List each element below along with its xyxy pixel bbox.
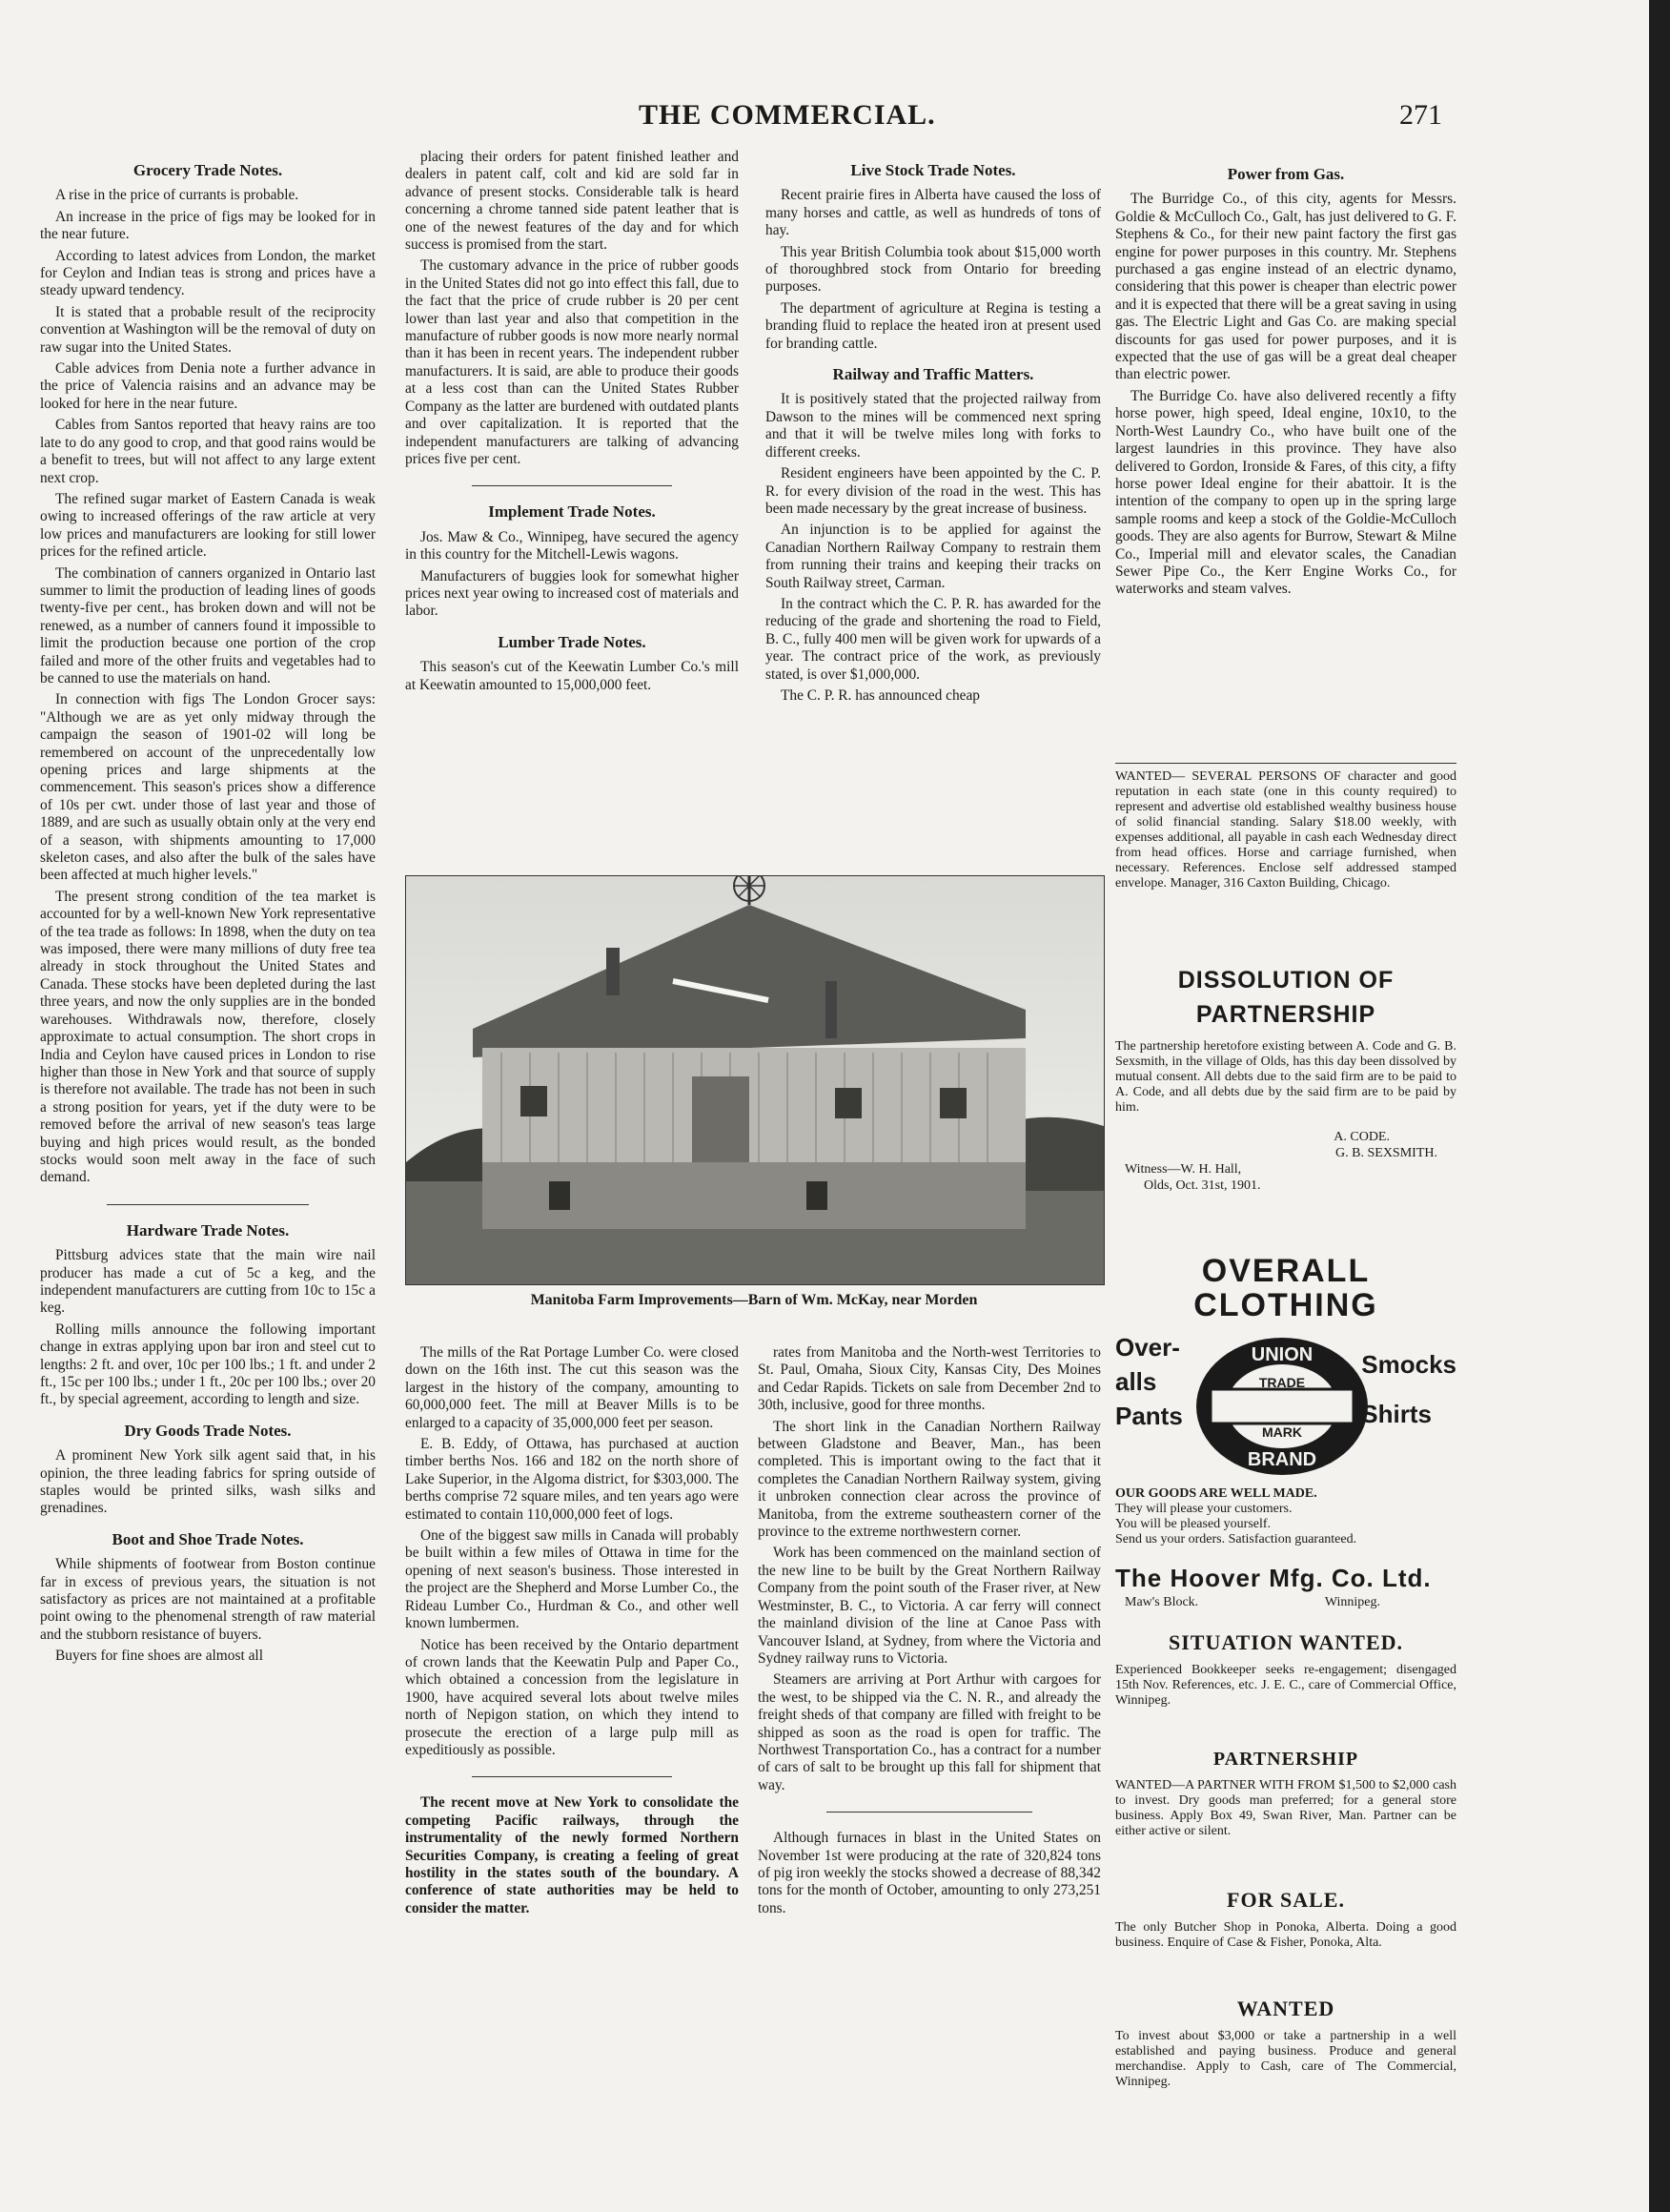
situation-wanted-ad [1115,1630,1456,1709]
lumber-heading: Lumber Trade Notes. [498,632,646,651]
grocery-heading: Grocery Trade Notes. [132,161,283,179]
logo-trade: TRADE [1258,1375,1306,1390]
column-2 [405,149,739,698]
divider [472,485,672,486]
paragraph: The refined sugar market of Eastern Canada is weak owing to increased offerings of the raw article at very low prices and manufacturers are looking for still lower prices for the refined article. [40,490,376,561]
paragraph: The Burridge Co., of this city, agents for Messrs. Goldie & McCulloch Co., Galt, has just delivered to G. F. Stephens & Co., for their new paint factory the first gas engine for power purposes in this country. Mr. Stephens purchased a gas engine instead of an electric dynamo, considering that this power is cheaper than electric power and it is expected that there will be a great saving in using gas. The Electric Light and Gas Co. are making special discounts for gas used for power purposes, and it is expected that the use of gas will be a great deal cheaper than electric power. [1115,191,1456,383]
paragraph: One of the biggest saw mills in Canada will probably be built within a few miles of Ottawa in time for the opening of next season's business. Those interested in the project are the Shepherd and Morse Lumber Co., the Rideau Lumber Co., Hurdman & Co., and other well known lumbermen. [405,1527,739,1632]
label-alls: alls [1115,1367,1157,1396]
paragraph: This season's cut of the Keewatin Lumber Co.'s mill at Keewatin amounted to 15,000,000 feet. [405,659,739,693]
signature-code: A. CODE. [1334,1130,1390,1144]
paragraph: It is positively stated that the projected railway from Dawson to the mines will be commenced next spring and that it will be twelve miles long with forks to different creeks. [765,391,1101,461]
situation-text: Experienced Bookkeeper seeks re-engagement; disengaged 15th Nov. References, etc. J. E. C., care of Commercial Office, Winnipeg. [1115,1663,1456,1708]
overall-clothing-ad [1115,1254,1456,1610]
divider [1115,763,1456,764]
paragraph: placing their orders for patent finished leather and dealers in patent calf, colt and kid are sold far in advance of present stocks. Considerable talk is heard concerning a chrome tanned side patent leather that is one of the newest features of the day and for which success is promised from the start. [405,149,739,254]
label-pants: Pants [1115,1402,1183,1430]
paragraph: Cable advices from Denia note a further advance in the price of Valencia raisins and an advance may be looked for here in the near future. [40,360,376,412]
hoover-company: The Hoover Mfg. Co. Ltd. [1115,1564,1432,1592]
paragraph: Rolling mills announce the following important change in extras applying upon bar iron and steel cut to lengths: 2 ft. and over, 10c per 100 lbs.; 1 ft. and under 2 ft., 15c per 100 lbs.; under 1 ft., 20c per 100 lbs.; over 20 ft., by special agreement, according to length and size. [40,1321,376,1408]
wanted-text: To invest about $3,000 or take a partnership in a well established and paying business. Produce and general merchandise. Apply to Cash, care of The Commercial, Winnipeg. [1115,2029,1456,2089]
boot-shoe-heading: Boot and Shoe Trade Notes. [112,1529,304,1548]
dissolution-heading: DISSOLUTION OF PARTNERSHIP [1177,967,1395,1028]
hoover-address-right: Winnipeg. [1324,1595,1380,1609]
paragraph: The present strong condition of the tea market is accounted for by a well-known New York representative of the tea trade as follows: In 1898, when the duty on tea was imposed, there were many millions of duty free tea already in stock throughout the United States and Canada. These stocks have been depleted during the last three years, and now the only supplies are in the bonded warehouses. Withdrawals now, therefore, closely approximate to actual consumption. The short crops in India and Ceylon have caused prices in London to rise higher than those in New York and that source of supply is therefore not available. The trade has not been in such a strong position for years, yet if the duty were to be removed before the arrival of new season's teas large buying and high prices would result, as the bonded stocks would soon melt away in the face of such demand. [40,888,376,1186]
paragraph: Pittsburg advices state that the main wire nail producer has made a cut of 5c a keg, and the independent manufacturers are cutting from 10c to 15c a keg. [40,1247,376,1317]
overall-text3: You will be pleased yourself. [1115,1517,1272,1531]
overall-heading: OVERALL CLOTHING [1193,1253,1378,1323]
overall-text2: They will please your customers. [1115,1502,1293,1516]
power-heading: Power from Gas. [1227,165,1345,183]
union-brand-logo [1191,1330,1373,1483]
paragraph: The C. P. R. has announced cheap [781,686,981,704]
paragraph: Resident engineers have been appointed by the C. P. R. for every division of the road in the west. This has been made necessary by the great increase of business. [765,465,1101,517]
paragraph: An injunction is to be applied for against the Canadian Northern Railway Company to restrain them from running their trains and keeping their tracks on South Railway street, Carman. [765,522,1101,591]
label-shirts: Shirts [1361,1400,1432,1428]
page-number: 271 [1399,99,1442,131]
witness-date: Olds, Oct. 31st, 1901. [1144,1178,1261,1193]
barn-photo [405,875,1105,1285]
overall-logo-row [1115,1330,1456,1483]
hoover-address-left: Maw's Block. [1125,1595,1199,1609]
paragraph: E. B. Eddy, of Ottawa, has purchased at auction timber berths Nos. 166 and 182 on the north shore of Lake Superior, in the Algoma district, for $303,000. The berths comprise 72 square miles, and ten years ago were estimated to contain 110,000,000 feet of logs. [405,1436,739,1523]
paragraph: In connection with figs The London Grocer says: "Although we are as yet only midway through the campaign the season of 1901-02 will long be remembered on account of the unprecedentally low opening prices and large shipments at the commencement. This season's prices show a difference of 10s per cwt. under those of last year and those of 1889, and are such as usually obtain only at the very end of a season, with shipments amounting to 17,000 skeleton cases, and also after the bulk of the sales have been affected at much higher levels." [40,691,376,884]
overall-right-labels [1361,1340,1456,1439]
divider [107,1204,308,1205]
paragraph: Although furnaces in blast in the United States on November 1st were producing at the rate of 320,824 tons of pig iron weekly the stocks showed a decrease of 88,342 tons for the month of October, amounting to only 273,251 tons. [758,1830,1101,1916]
column-2-bottom [405,1344,739,1921]
partnership-heading: PARTNERSHIP [1212,1749,1359,1770]
overall-text4: Send us your orders. Satisfaction guaranteed. [1115,1532,1357,1546]
partnership-text: WANTED—A PARTNER WITH FROM $1,500 to $2,000 cash to invest. Dry goods man preferred; for a general store business. Apply Box 49, Swan River, Man. Partner can be either active or silent. [1115,1778,1456,1838]
paragraph: The Burridge Co. have also delivered recently a fifty horse power, high speed, Ideal engine, 10x10, to the North-West Laundry Co., who have built one of the largest laundries in this province. They have also delivered to Gordon, Ironside & Fares, of this city, a fifty horse power Ideal engine for their abattoir. It is the intention of the company to open up in the spring large sample rooms and keep a stock of the Goldie-McCulloch goods. They are also agents for Burrow, Stewart & Milne Co., Imperial mill and elevator scales, the Canadian Sewer Pipe Co., the Kerr Engine Works Co., for waterworks and steam valves. [1115,387,1456,598]
paragraph: Notice has been received by the Ontario department of crown lands that the Keewatin Pulp and Paper Co., which obtained a concession from the legislature in 1900, have acquired several lots about twelve miles north of Nepigon station, on which they intend to prosecute the erection of a large pulp mill as expeditiously as possible. [405,1636,739,1758]
for-sale-heading: FOR SALE. [1227,1888,1345,1912]
paragraph: Steamers are arriving at Port Arthur with cargoes for the west, to be shipped via the C. N. R., and already the freight sheds of that company are filled with freight to be shipped as soon as the road is open for traffic. The Northwest Transportation Co., has a contract for a number of cars of salt to be brought up this fall for shipment that way. [758,1671,1101,1793]
paragraph: An increase in the price of figs may be looked for in the near future. [40,208,376,243]
wanted-heading: WANTED [1236,1997,1335,2020]
overall-left-labels [1115,1330,1183,1433]
for-sale-ad [1115,1888,1456,1951]
paragraph: Buyers for fine shoes are almost all [55,1648,263,1665]
partnership-ad [1115,1749,1456,1839]
paragraph: The customary advance in the price of rubber goods in the United States did not go into effect this fall, due to the fact that the price of crude rubber is 20 per cent lower than last year and also that competition in the manufacture of rubber goods is now more nearly normal than it has been in recent years. The independent rubber manufacturers. It is said, are able to produce their goods at a less cost than can the United States Rubber Company as the latter are burdened with outdated plants and over capitalization. It is reported that the independent manufacturers are talking of advancing prices five per cent. [405,257,739,467]
column-4 [1115,153,1456,603]
column-3 [765,149,1101,708]
logo-brand: BRAND [1247,1449,1317,1470]
railway-heading: Railway and Traffic Matters. [832,365,1034,384]
paragraph: The department of agriculture at Regina is testing a branding fluid to replace the heated iron at present used for branding cattle. [765,299,1101,352]
paragraph: Jos. Maw & Co., Winnipeg, have secured the agency in this country for the Mitchell-Lewis wagons. [405,528,739,563]
label-smocks: Smocks [1361,1350,1456,1379]
photo-caption: Manitoba Farm Improvements—Barn of Wm. McKay, near Morden [530,1292,978,1308]
witness: Witness—W. H. Hall, [1125,1162,1242,1177]
signature-sexsmith: G. B. SEXSMITH. [1335,1146,1437,1160]
paragraph: The combination of canners organized in Ontario last summer to limit the production of leading lines of goods twenty-five per cent., has broken down and will not be renewed, as a number of canners found it impossible to limit the production because one portion of the crop failed and more of the other fruits and vegetables had to be canned to use the materials on hand. [40,564,376,686]
wanted-ad [1115,1997,1456,2090]
paragraph: Recent prairie fires in Alberta have caused the loss of many horses and cattle, as well as hundreds of tons of hay. [765,187,1101,239]
page-header [0,99,1525,137]
divider [472,1776,672,1777]
paragraph: Cables from Santos reported that heavy rains are too late to do any good to crop, and that good rains would be a benefit to trees, but will not affect to any large extent next crop. [40,417,376,486]
dry-goods-heading: Dry Goods Trade Notes. [124,1421,292,1440]
paragraph: rates from Manitoba and the North-west Territories to St. Paul, Omaha, Sioux City, Kansas City, Des Moines and Cedar Rapids. Tickets on sale from December 2nd to 30th, inclusive, good for three months. [758,1344,1101,1414]
label-overalls: Over- [1115,1333,1180,1362]
overall-text1: OUR GOODS ARE WELL MADE. [1115,1486,1317,1501]
paragraph: According to latest advices from London, the market for Ceylon and Indian teas is strong and prices have a steady upward tendency. [40,247,376,299]
hardware-heading: Hardware Trade Notes. [126,1220,290,1239]
implement-heading: Implement Trade Notes. [488,502,656,522]
logo-mark: MARK [1262,1424,1302,1440]
paragraph: It is stated that a probable result of the reciprocity convention at Washington will be the removal of duty on raw sugar into the United States. [40,303,376,356]
hoover-address [1115,1595,1456,1610]
paragraph: Manufacturers of buggies look for somewhat higher prices next year owing to increased cost of materials and labor. [405,567,739,620]
wanted-persons-text: WANTED— SEVERAL PERSONS OF character and good reputation in each state (one in this county required) to represent and advertise old established wealthy business house of solid financial standing. Salary $18.00 weekly, with expenses additional, all payable in cash each Wednesday direct from head offices. Horse and carriage furnished, when necessary. References. Enclose self addressed stamped envelope. Manager, 316 Caxton Building, Chicago. [1115,769,1456,891]
paragraph: A rise in the price of currants is probable. [55,187,299,204]
paragraph: Work has been commenced on the mainland section of the new line to be built by the Great Northern Railway Company from the point south of the Fraser river, at New Westminster, B. C., to Victoria. A car ferry will connect the mainland division of the line at Canoe Pass with Vancouver Island, at Sydney, from where the Victoria and Sydney railway runs to Victoria. [758,1545,1101,1667]
scan-edge [1649,0,1670,2212]
paragraph: The mills of the Rat Portage Lumber Co. were closed down on the 16th inst. The cut this season was the largest in the history of the company, amounting to 60,000,000 feet. The mill at Beaver Mills is to be enlarged to a capacity of 35,000,000 feet per season. [405,1344,739,1431]
barn-illustration [406,876,1104,1284]
wanted-persons-ad [1115,763,1456,891]
paragraph: The recent move at New York to consolidate the competing Pacific railways, through the instrumentality of the newly formed Northern Securities Company, is creating a feeling of great hostility in the states south of the boundary. A conference of state authorities may be held to consider the matter. [405,1794,739,1916]
for-sale-text: The only Butcher Shop in Ponoka, Alberta. Doing a good business. Enquire of Case & Fisher, Ponoka, Alta. [1115,1920,1456,1950]
paragraph: While shipments of footwear from Boston continue far in excess of previous years, the situation is not satisfactory as prices are not maintained at a profitable point owing to the phenomenal strength of raw material and the stubborn resistance of buyers. [40,1556,376,1643]
dissolution-ad [1115,963,1456,1194]
paragraph: The short link in the Canadian Northern Railway between Gladstone and Beaver, Man., has been completed. This is important owing to the fact that it completes the Canadian Northern Railway system, giving it unbroken connection clear across the province of Manitoba, from the extreme southeastern corner of the province to the extreme northwestern corner. [758,1418,1101,1541]
paragraph: In the contract which the C. P. R. has awarded for the reducing of the grade and shortening the road to Field, B. C., fully 400 men will be given work for upwards of a year. The contract price of the work, as previously stated, is over $1,000,000. [765,595,1101,683]
page-title: THE COMMERCIAL. [639,99,936,131]
paragraph: This year British Columbia took about $15,000 worth of thoroughbred stock from Ontario for breeding purposes. [765,243,1101,296]
divider [826,1812,1032,1813]
logo-union: UNION [1251,1344,1314,1365]
paragraph: A prominent New York silk agent said that, in his opinion, the three leading fabrics for spring outside of staples would be printed silks, wash silks and grenadines. [40,1447,376,1517]
column-3-bottom [758,1344,1101,1921]
situation-heading: SITUATION WANTED. [1168,1630,1404,1654]
column-1 [40,149,376,1669]
livestock-heading: Live Stock Trade Notes. [850,161,1016,179]
dissolution-text: The partnership heretofore existing between A. Code and G. B. Sexsmith, in the village of Olds, has this day been dissolved by mutual consent. All debts due to the said firm are to be paid to A. Code, and all debts due by the said firm are to be paid by him. [1115,1039,1456,1115]
